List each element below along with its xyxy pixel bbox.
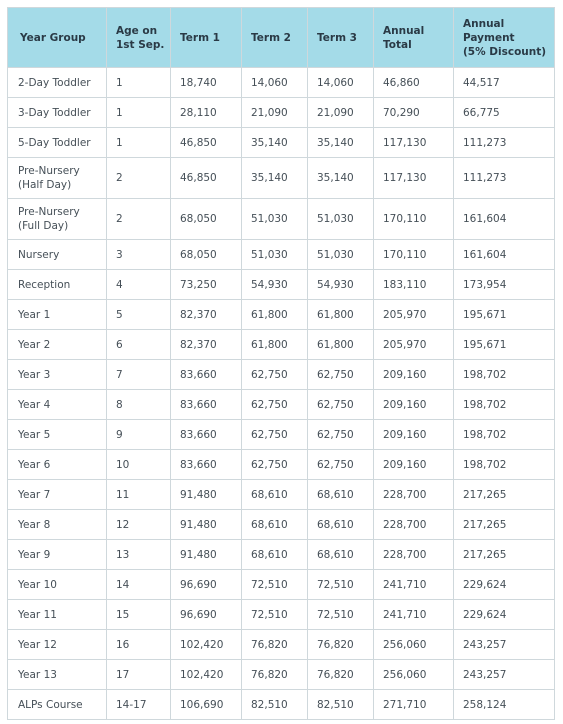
term-3-cell: 51,030 <box>308 199 374 240</box>
table-row <box>8 128 555 158</box>
age-cell: 5 <box>107 300 171 330</box>
annual-total-cell: 117,130 <box>374 158 454 199</box>
cell-text-line: Year 4 <box>18 398 51 411</box>
column-header-year-group <box>8 8 107 68</box>
cell-text-line: Year 3 <box>18 368 51 381</box>
year-group-cell <box>8 390 107 420</box>
table-row <box>8 480 555 510</box>
cell-text-line: Term 2 <box>251 31 291 44</box>
cell-text-line: 1st Sep. <box>116 38 165 51</box>
age-cell: 14 <box>107 570 171 600</box>
cell-text-line: Year 8 <box>18 518 51 531</box>
cell-text-line: Year 10 <box>18 578 57 591</box>
cell-text-line: Year 6 <box>18 458 51 471</box>
table-row <box>8 199 555 240</box>
column-header-term-2 <box>242 8 308 68</box>
term-3-cell: 21,090 <box>308 98 374 128</box>
year-group-cell <box>8 600 107 630</box>
annual-total-cell: 183,110 <box>374 270 454 300</box>
table-row <box>8 510 555 540</box>
age-cell: 2 <box>107 199 171 240</box>
annual-payment-discount-cell: 229,624 <box>454 600 555 630</box>
term-2-cell: 14,060 <box>242 68 308 98</box>
annual-payment-discount-cell: 258,124 <box>454 690 555 720</box>
annual-payment-discount-cell: 198,702 <box>454 420 555 450</box>
term-3-cell: 51,030 <box>308 240 374 270</box>
annual-payment-discount-cell: 111,273 <box>454 158 555 199</box>
year-group-cell <box>8 690 107 720</box>
term-3-cell: 54,930 <box>308 270 374 300</box>
cell-text-line: Pre-Nursery <box>18 206 80 218</box>
cell-text-line: 3-Day Toddler <box>18 106 91 119</box>
cell-text-line: Nursery <box>18 248 60 261</box>
term-2-cell: 72,510 <box>242 570 308 600</box>
year-group-cell <box>8 450 107 480</box>
year-group-cell <box>8 300 107 330</box>
term-1-cell: 91,480 <box>171 540 242 570</box>
term-1-cell: 68,050 <box>171 240 242 270</box>
annual-total-cell: 205,970 <box>374 330 454 360</box>
table-row <box>8 690 555 720</box>
cell-text-line: Term 1 <box>180 31 220 44</box>
age-cell: 11 <box>107 480 171 510</box>
cell-text-line: Term 3 <box>317 31 357 44</box>
term-1-cell: 68,050 <box>171 199 242 240</box>
term-2-cell: 54,930 <box>242 270 308 300</box>
year-group-cell <box>8 330 107 360</box>
cell-text-line: 2-Day Toddler <box>18 76 91 89</box>
year-group-cell <box>8 128 107 158</box>
table-row <box>8 540 555 570</box>
annual-payment-discount-cell: 198,702 <box>454 360 555 390</box>
term-1-cell: 82,370 <box>171 330 242 360</box>
year-group-cell <box>8 240 107 270</box>
term-2-cell: 62,750 <box>242 450 308 480</box>
term-1-cell: 96,690 <box>171 570 242 600</box>
term-2-cell: 68,610 <box>242 480 308 510</box>
annual-payment-discount-cell: 217,265 <box>454 510 555 540</box>
year-group-cell <box>8 630 107 660</box>
table-header <box>8 8 555 68</box>
term-3-cell: 76,820 <box>308 630 374 660</box>
term-3-cell: 61,800 <box>308 300 374 330</box>
term-3-cell: 35,140 <box>308 128 374 158</box>
year-group-cell <box>8 480 107 510</box>
term-1-cell: 83,660 <box>171 390 242 420</box>
annual-total-cell: 209,160 <box>374 390 454 420</box>
cell-text-line: Annual <box>463 17 505 30</box>
table-row <box>8 630 555 660</box>
year-group-cell <box>8 199 107 240</box>
term-2-cell: 76,820 <box>242 630 308 660</box>
cell-text-line: Total <box>383 38 412 51</box>
year-group-cell <box>8 98 107 128</box>
term-2-cell: 61,800 <box>242 330 308 360</box>
annual-total-cell: 271,710 <box>374 690 454 720</box>
term-3-cell: 14,060 <box>308 68 374 98</box>
annual-payment-discount-cell: 173,954 <box>454 270 555 300</box>
age-cell: 14-17 <box>107 690 171 720</box>
year-group-cell <box>8 270 107 300</box>
annual-total-cell: 256,060 <box>374 630 454 660</box>
annual-total-cell: 241,710 <box>374 570 454 600</box>
age-cell: 2 <box>107 158 171 199</box>
table-row <box>8 570 555 600</box>
annual-payment-discount-cell: 66,775 <box>454 98 555 128</box>
annual-total-cell: 170,110 <box>374 199 454 240</box>
age-cell: 16 <box>107 630 171 660</box>
age-cell: 1 <box>107 128 171 158</box>
annual-payment-discount-cell: 229,624 <box>454 570 555 600</box>
cell-text-line: (Half Day) <box>18 179 72 191</box>
term-1-cell: 83,660 <box>171 450 242 480</box>
table-row <box>8 98 555 128</box>
annual-payment-discount-cell: 195,671 <box>454 330 555 360</box>
term-1-cell: 28,110 <box>171 98 242 128</box>
header-row <box>8 8 555 68</box>
year-group-cell <box>8 68 107 98</box>
column-header-annual-total <box>374 8 454 68</box>
table-row <box>8 270 555 300</box>
age-cell: 8 <box>107 390 171 420</box>
table-row <box>8 360 555 390</box>
term-1-cell: 102,420 <box>171 660 242 690</box>
annual-total-cell: 70,290 <box>374 98 454 128</box>
cell-text-line: Year 7 <box>18 488 51 501</box>
table-row <box>8 300 555 330</box>
annual-total-cell: 209,160 <box>374 420 454 450</box>
year-group-cell <box>8 510 107 540</box>
term-1-cell: 106,690 <box>171 690 242 720</box>
term-3-cell: 61,800 <box>308 330 374 360</box>
year-group-cell <box>8 158 107 199</box>
term-1-cell: 83,660 <box>171 420 242 450</box>
table-row <box>8 330 555 360</box>
column-header-annual-payment-discount <box>454 8 555 68</box>
age-cell: 12 <box>107 510 171 540</box>
term-2-cell: 62,750 <box>242 420 308 450</box>
year-group-cell <box>8 540 107 570</box>
term-3-cell: 68,610 <box>308 510 374 540</box>
annual-payment-discount-cell: 243,257 <box>454 630 555 660</box>
cell-text-line: Year 2 <box>18 338 51 351</box>
cell-text-line: ALPs Course <box>18 698 83 711</box>
annual-payment-discount-cell: 217,265 <box>454 540 555 570</box>
cell-text-line: Payment <box>463 31 515 44</box>
term-2-cell: 62,750 <box>242 360 308 390</box>
cell-text-line: Year 5 <box>18 428 51 441</box>
annual-payment-discount-cell: 44,517 <box>454 68 555 98</box>
term-1-cell: 96,690 <box>171 600 242 630</box>
age-cell: 6 <box>107 330 171 360</box>
annual-total-cell: 209,160 <box>374 360 454 390</box>
term-3-cell: 62,750 <box>308 420 374 450</box>
term-1-cell: 91,480 <box>171 510 242 540</box>
cell-text-line: Year Group <box>20 31 86 44</box>
term-2-cell: 51,030 <box>242 240 308 270</box>
table-row <box>8 390 555 420</box>
table-body <box>8 68 555 720</box>
cell-text-line: Year 1 <box>18 308 51 321</box>
term-3-cell: 35,140 <box>308 158 374 199</box>
term-2-cell: 21,090 <box>242 98 308 128</box>
term-2-cell: 61,800 <box>242 300 308 330</box>
term-3-cell: 72,510 <box>308 570 374 600</box>
term-2-cell: 35,140 <box>242 158 308 199</box>
age-cell: 1 <box>107 68 171 98</box>
term-3-cell: 68,610 <box>308 540 374 570</box>
year-group-cell <box>8 360 107 390</box>
term-1-cell: 83,660 <box>171 360 242 390</box>
term-3-cell: 68,610 <box>308 480 374 510</box>
annual-payment-discount-cell: 195,671 <box>454 300 555 330</box>
annual-total-cell: 228,700 <box>374 510 454 540</box>
school-fees-table <box>7 7 555 720</box>
annual-total-cell: 170,110 <box>374 240 454 270</box>
annual-total-cell: 117,130 <box>374 128 454 158</box>
year-group-cell <box>8 420 107 450</box>
age-cell: 15 <box>107 600 171 630</box>
term-2-cell: 68,610 <box>242 510 308 540</box>
cell-text-line: (5% Discount) <box>463 45 547 58</box>
term-3-cell: 82,510 <box>308 690 374 720</box>
table-row <box>8 158 555 199</box>
annual-payment-discount-cell: 217,265 <box>454 480 555 510</box>
table-row <box>8 660 555 690</box>
term-3-cell: 72,510 <box>308 600 374 630</box>
table-row <box>8 240 555 270</box>
table-row <box>8 450 555 480</box>
annual-payment-discount-cell: 161,604 <box>454 199 555 240</box>
term-3-cell: 62,750 <box>308 450 374 480</box>
cell-text-line: Age on <box>116 24 158 37</box>
term-2-cell: 62,750 <box>242 390 308 420</box>
age-cell: 3 <box>107 240 171 270</box>
age-cell: 17 <box>107 660 171 690</box>
table-row <box>8 600 555 630</box>
annual-payment-discount-cell: 198,702 <box>454 450 555 480</box>
annual-total-cell: 256,060 <box>374 660 454 690</box>
year-group-cell <box>8 660 107 690</box>
annual-total-cell: 46,860 <box>374 68 454 98</box>
term-1-cell: 73,250 <box>171 270 242 300</box>
annual-payment-discount-cell: 198,702 <box>454 390 555 420</box>
table-row <box>8 68 555 98</box>
term-2-cell: 51,030 <box>242 199 308 240</box>
term-1-cell: 82,370 <box>171 300 242 330</box>
age-cell: 1 <box>107 98 171 128</box>
cell-text-line: (Full Day) <box>18 220 69 232</box>
cell-text-line: Year 12 <box>18 638 57 651</box>
annual-payment-discount-cell: 161,604 <box>454 240 555 270</box>
age-cell: 7 <box>107 360 171 390</box>
annual-total-cell: 209,160 <box>374 450 454 480</box>
cell-text-line: Annual <box>383 24 425 37</box>
term-2-cell: 35,140 <box>242 128 308 158</box>
term-2-cell: 76,820 <box>242 660 308 690</box>
annual-total-cell: 205,970 <box>374 300 454 330</box>
annual-payment-discount-cell: 111,273 <box>454 128 555 158</box>
cell-text-line: Year 11 <box>18 608 57 621</box>
age-cell: 4 <box>107 270 171 300</box>
term-1-cell: 46,850 <box>171 128 242 158</box>
term-1-cell: 102,420 <box>171 630 242 660</box>
cell-text-line: Year 13 <box>18 668 57 681</box>
term-2-cell: 82,510 <box>242 690 308 720</box>
column-header-term-1 <box>171 8 242 68</box>
column-header-term-3 <box>308 8 374 68</box>
year-group-cell <box>8 570 107 600</box>
annual-total-cell: 228,700 <box>374 480 454 510</box>
annual-payment-discount-cell: 243,257 <box>454 660 555 690</box>
term-2-cell: 68,610 <box>242 540 308 570</box>
annual-total-cell: 241,710 <box>374 600 454 630</box>
age-cell: 10 <box>107 450 171 480</box>
term-1-cell: 18,740 <box>171 68 242 98</box>
term-3-cell: 62,750 <box>308 360 374 390</box>
cell-text-line: 5-Day Toddler <box>18 136 91 149</box>
term-1-cell: 46,850 <box>171 158 242 199</box>
cell-text-line: Year 9 <box>18 548 51 561</box>
term-1-cell: 91,480 <box>171 480 242 510</box>
age-cell: 9 <box>107 420 171 450</box>
age-cell: 13 <box>107 540 171 570</box>
annual-total-cell: 228,700 <box>374 540 454 570</box>
term-2-cell: 72,510 <box>242 600 308 630</box>
column-header-age <box>107 8 171 68</box>
cell-text-line: Reception <box>18 278 71 291</box>
term-3-cell: 62,750 <box>308 390 374 420</box>
cell-text-line: Pre-Nursery <box>18 165 80 177</box>
table-row <box>8 420 555 450</box>
term-3-cell: 76,820 <box>308 660 374 690</box>
